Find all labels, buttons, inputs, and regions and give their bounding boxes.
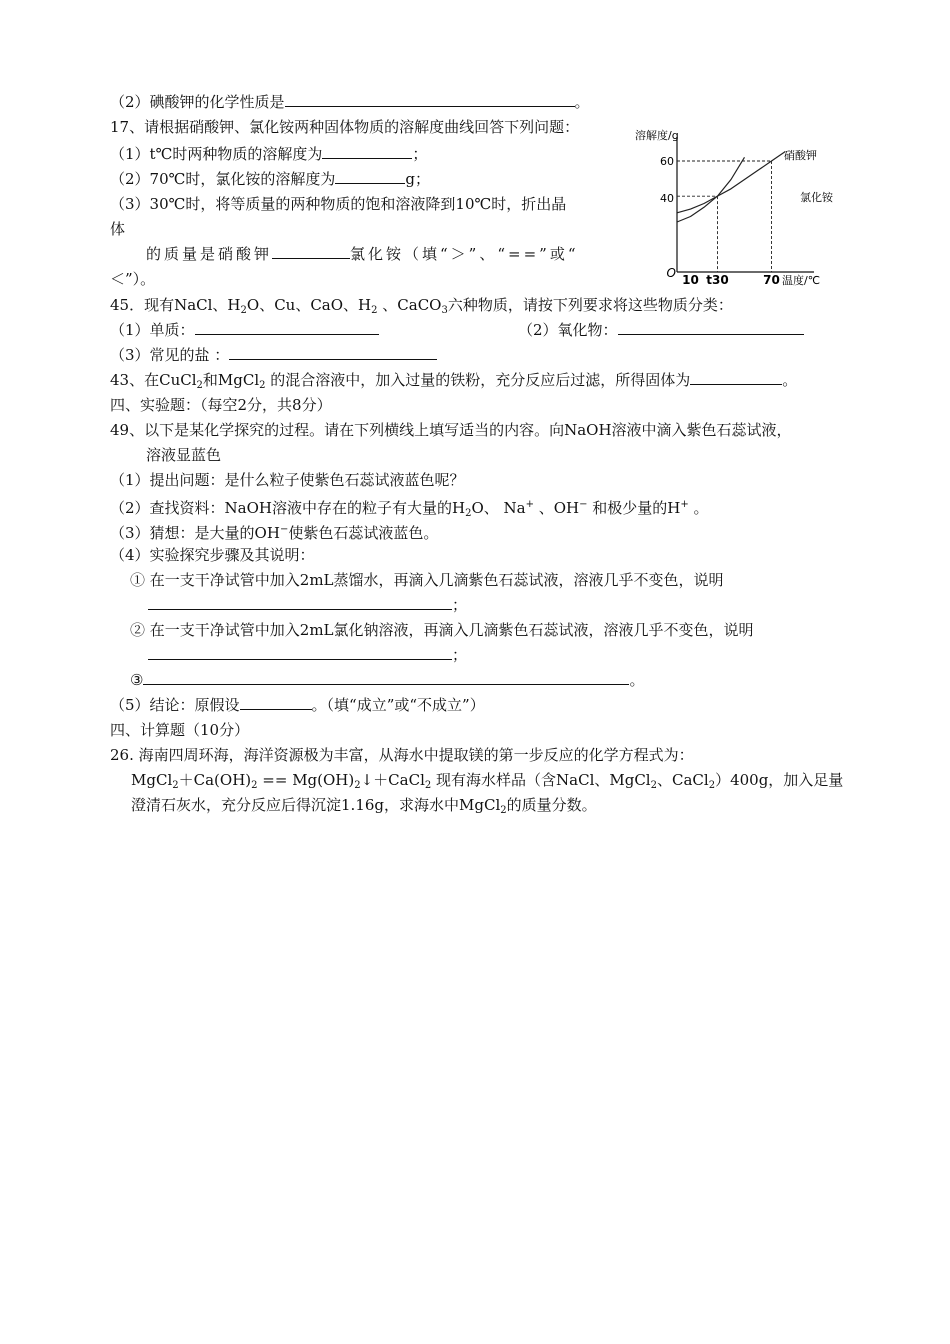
question-17-title: 17、请根据硝酸钾、氯化铵两种固体物质的溶解度曲线回答下列问题：: [110, 118, 580, 136]
answer-blank[interactable]: [285, 91, 575, 107]
subscript: 2: [708, 780, 716, 791]
step-3-number: ③: [130, 671, 144, 689]
q49-5-text-1: （5）结论：原假设: [110, 696, 240, 714]
q49-2-text-4: 和极少量的H: [587, 499, 681, 517]
section-calc-heading: 四、计算题（10分）: [110, 721, 250, 739]
step-3: [130, 669, 644, 691]
step-1-answer: [148, 594, 467, 616]
q16-2-text: （2）碘酸钾的化学性质是: [110, 93, 285, 111]
q45-text-3: 、CaCO: [377, 296, 442, 314]
q49-3-text-1: （3）猜想：是大量的OH: [110, 524, 280, 542]
y-tick-label: 40: [660, 192, 674, 205]
subscript: 2: [650, 780, 657, 791]
question-45: [110, 294, 733, 322]
subscript: 2: [196, 380, 203, 391]
subscript: 2: [500, 805, 507, 816]
eq-part-7: ）400g，加入足量: [715, 771, 844, 789]
subscript: 2: [371, 305, 378, 316]
x-tick-label: t30: [706, 273, 729, 287]
subscript: 3: [441, 305, 448, 316]
answer-blank[interactable]: [195, 319, 379, 335]
q26-text-2: 的质量分数。: [506, 796, 597, 814]
answer-blank[interactable]: [272, 243, 350, 259]
question-49-1: （1）提出问题：是什么粒子使紫色石蕊试液蓝色呢？: [110, 471, 465, 489]
answer-blank[interactable]: [229, 344, 437, 360]
x-tick-label: 10: [682, 273, 699, 287]
question-49-5: [110, 694, 485, 716]
semicolon: ；: [452, 646, 468, 664]
question-17-3: （3）30℃时，将等质量的两种物质的饱和溶液降到10℃时，折出晶: [110, 195, 567, 213]
answer-blank[interactable]: [148, 594, 452, 610]
q43-text-2: 和MgCl: [202, 371, 260, 389]
period: 。: [782, 371, 798, 389]
superscript: −: [579, 499, 588, 510]
q49-2-text-3: 、OH: [533, 499, 580, 517]
q49-2-text-5: 。: [688, 499, 709, 517]
answer-blank[interactable]: [143, 669, 629, 685]
eq-part-4: ↓＋CaCl: [360, 771, 425, 789]
series-group: [677, 152, 785, 222]
y-axis-label: 溶解度/g: [635, 129, 679, 142]
q45-1-label: （1）单质：: [110, 321, 195, 339]
question-43: [110, 369, 797, 397]
q49-2-text-2: O、 Na: [471, 499, 526, 517]
eq-part-6: 、CaCl: [656, 771, 709, 789]
q45-text-2: O、Cu、CaO、H: [246, 296, 372, 314]
eq-part-5: 现有海水样品（含NaCl、MgCl: [431, 771, 651, 789]
eq-part-2: ＋Ca(OH): [178, 771, 252, 789]
step-2-answer: [148, 644, 467, 666]
q43-text-3: 的混合溶液中，加入过量的铁粉，充分反应后过滤，所得固体为: [265, 371, 691, 389]
q17-3-text: 的质量是硝酸钾: [146, 245, 273, 263]
series-line-kno3: [677, 157, 745, 222]
question-26-equation: [131, 769, 843, 797]
question-17-2: [110, 168, 430, 190]
superscript: −: [279, 524, 289, 535]
question-45-1: [110, 319, 379, 341]
step-2: ② 在一支干净试管中加入2mL氯化钠溶液，再滴入几滴紫色石蕊试液，溶液几乎不变色，说明: [130, 621, 754, 639]
unit: g；: [405, 170, 431, 188]
subscript: 2: [465, 508, 472, 519]
question-49: 49、以下是某化学探究的过程。请在下列横线上填写适当的内容。向NaOH溶液中滴入紫色石蕊试液，: [110, 421, 792, 439]
origin-label: O: [666, 266, 676, 280]
subscript: 2: [424, 780, 432, 791]
q49-5-text-2: 。（填“成立”或“不成立”）: [311, 696, 485, 714]
superscript: +: [525, 499, 534, 510]
answer-blank[interactable]: [618, 319, 804, 335]
question-16-2-line: [110, 91, 590, 113]
answer-blank[interactable]: [690, 369, 782, 385]
q43-text-1: 43、在CuCl: [110, 371, 197, 389]
subscript: 2: [354, 780, 361, 791]
subscript: 2: [240, 305, 247, 316]
period: 。: [574, 93, 590, 111]
step-1: ① 在一支干净试管中加入2mL蒸馏水，再滴入几滴紫色石蕊试液，溶液几乎不变色，说明: [130, 571, 724, 589]
question-17-1: [110, 143, 427, 165]
answer-blank[interactable]: [148, 644, 452, 660]
section-4-heading: 四、实验题：（每空2分，共8分）: [110, 396, 332, 414]
question-45-2: [518, 319, 804, 341]
x-axis-label: 温度/℃: [782, 274, 821, 287]
superscript: +: [680, 499, 689, 510]
question-45-3: [110, 344, 437, 366]
q45-3-label: （3）常见的盐 ：: [110, 346, 230, 364]
period: 。: [629, 671, 645, 689]
y-tick-label: 60: [660, 155, 674, 168]
series-label-nh4cl: 氯化铵: [800, 191, 833, 204]
question-17-3-end: ＜”）。: [110, 270, 156, 288]
answer-blank[interactable]: [240, 694, 312, 710]
question-17-3-line3: [146, 243, 579, 265]
subscript: 2: [172, 780, 179, 791]
q45-text-4: 六种物质，请按下列要求将这些物质分类：: [447, 296, 733, 314]
semicolon: ；: [452, 596, 468, 614]
q17-1-text: （1）t℃时两种物质的溶解度为: [110, 145, 323, 163]
question-26: 26. 海南四周环海，海洋资源极为丰富，从海水中提取镁的第一步反应的化学方程式为：: [110, 746, 694, 764]
question-49-4: （4）实验探究步骤及其说明：: [110, 546, 315, 564]
answer-blank[interactable]: [335, 168, 405, 184]
question-26-cont: [131, 794, 597, 822]
semicolon: ；: [412, 145, 428, 163]
subscript: 2: [251, 780, 258, 791]
q49-3-text-2: 使紫色石蕊试液蓝色。: [288, 524, 439, 542]
q17-3-text-2: 氯化铵（填“＞”、“==”或“: [350, 245, 579, 263]
answer-blank[interactable]: [322, 143, 412, 159]
solubility-chart: [632, 122, 842, 292]
eq-part-1: MgCl: [131, 771, 173, 789]
q26-text-1: 澄清石灰水，充分反应后得沉淀1.16g，求海水中MgCl: [131, 796, 501, 814]
q49-2-text-1: （2）查找资料：NaOH溶液中存在的粒子有大量的H: [110, 499, 466, 517]
q17-2-text: （2）70℃时，氯化铵的溶解度为: [110, 170, 336, 188]
eq-part-3: == Mg(OH): [257, 771, 355, 789]
question-49-3: [110, 519, 438, 544]
x-tick-label: 70: [763, 273, 780, 287]
question-17-3-cont: 体: [110, 220, 126, 238]
q45-text-1: 45．现有NaCl、H: [110, 296, 241, 314]
subscript: 2: [259, 380, 266, 391]
question-49-cont: 溶液显蓝色: [146, 446, 222, 464]
q45-2-label: （2）氧化物：: [518, 321, 618, 339]
series-label-kno3: 硝酸钾: [784, 149, 817, 162]
